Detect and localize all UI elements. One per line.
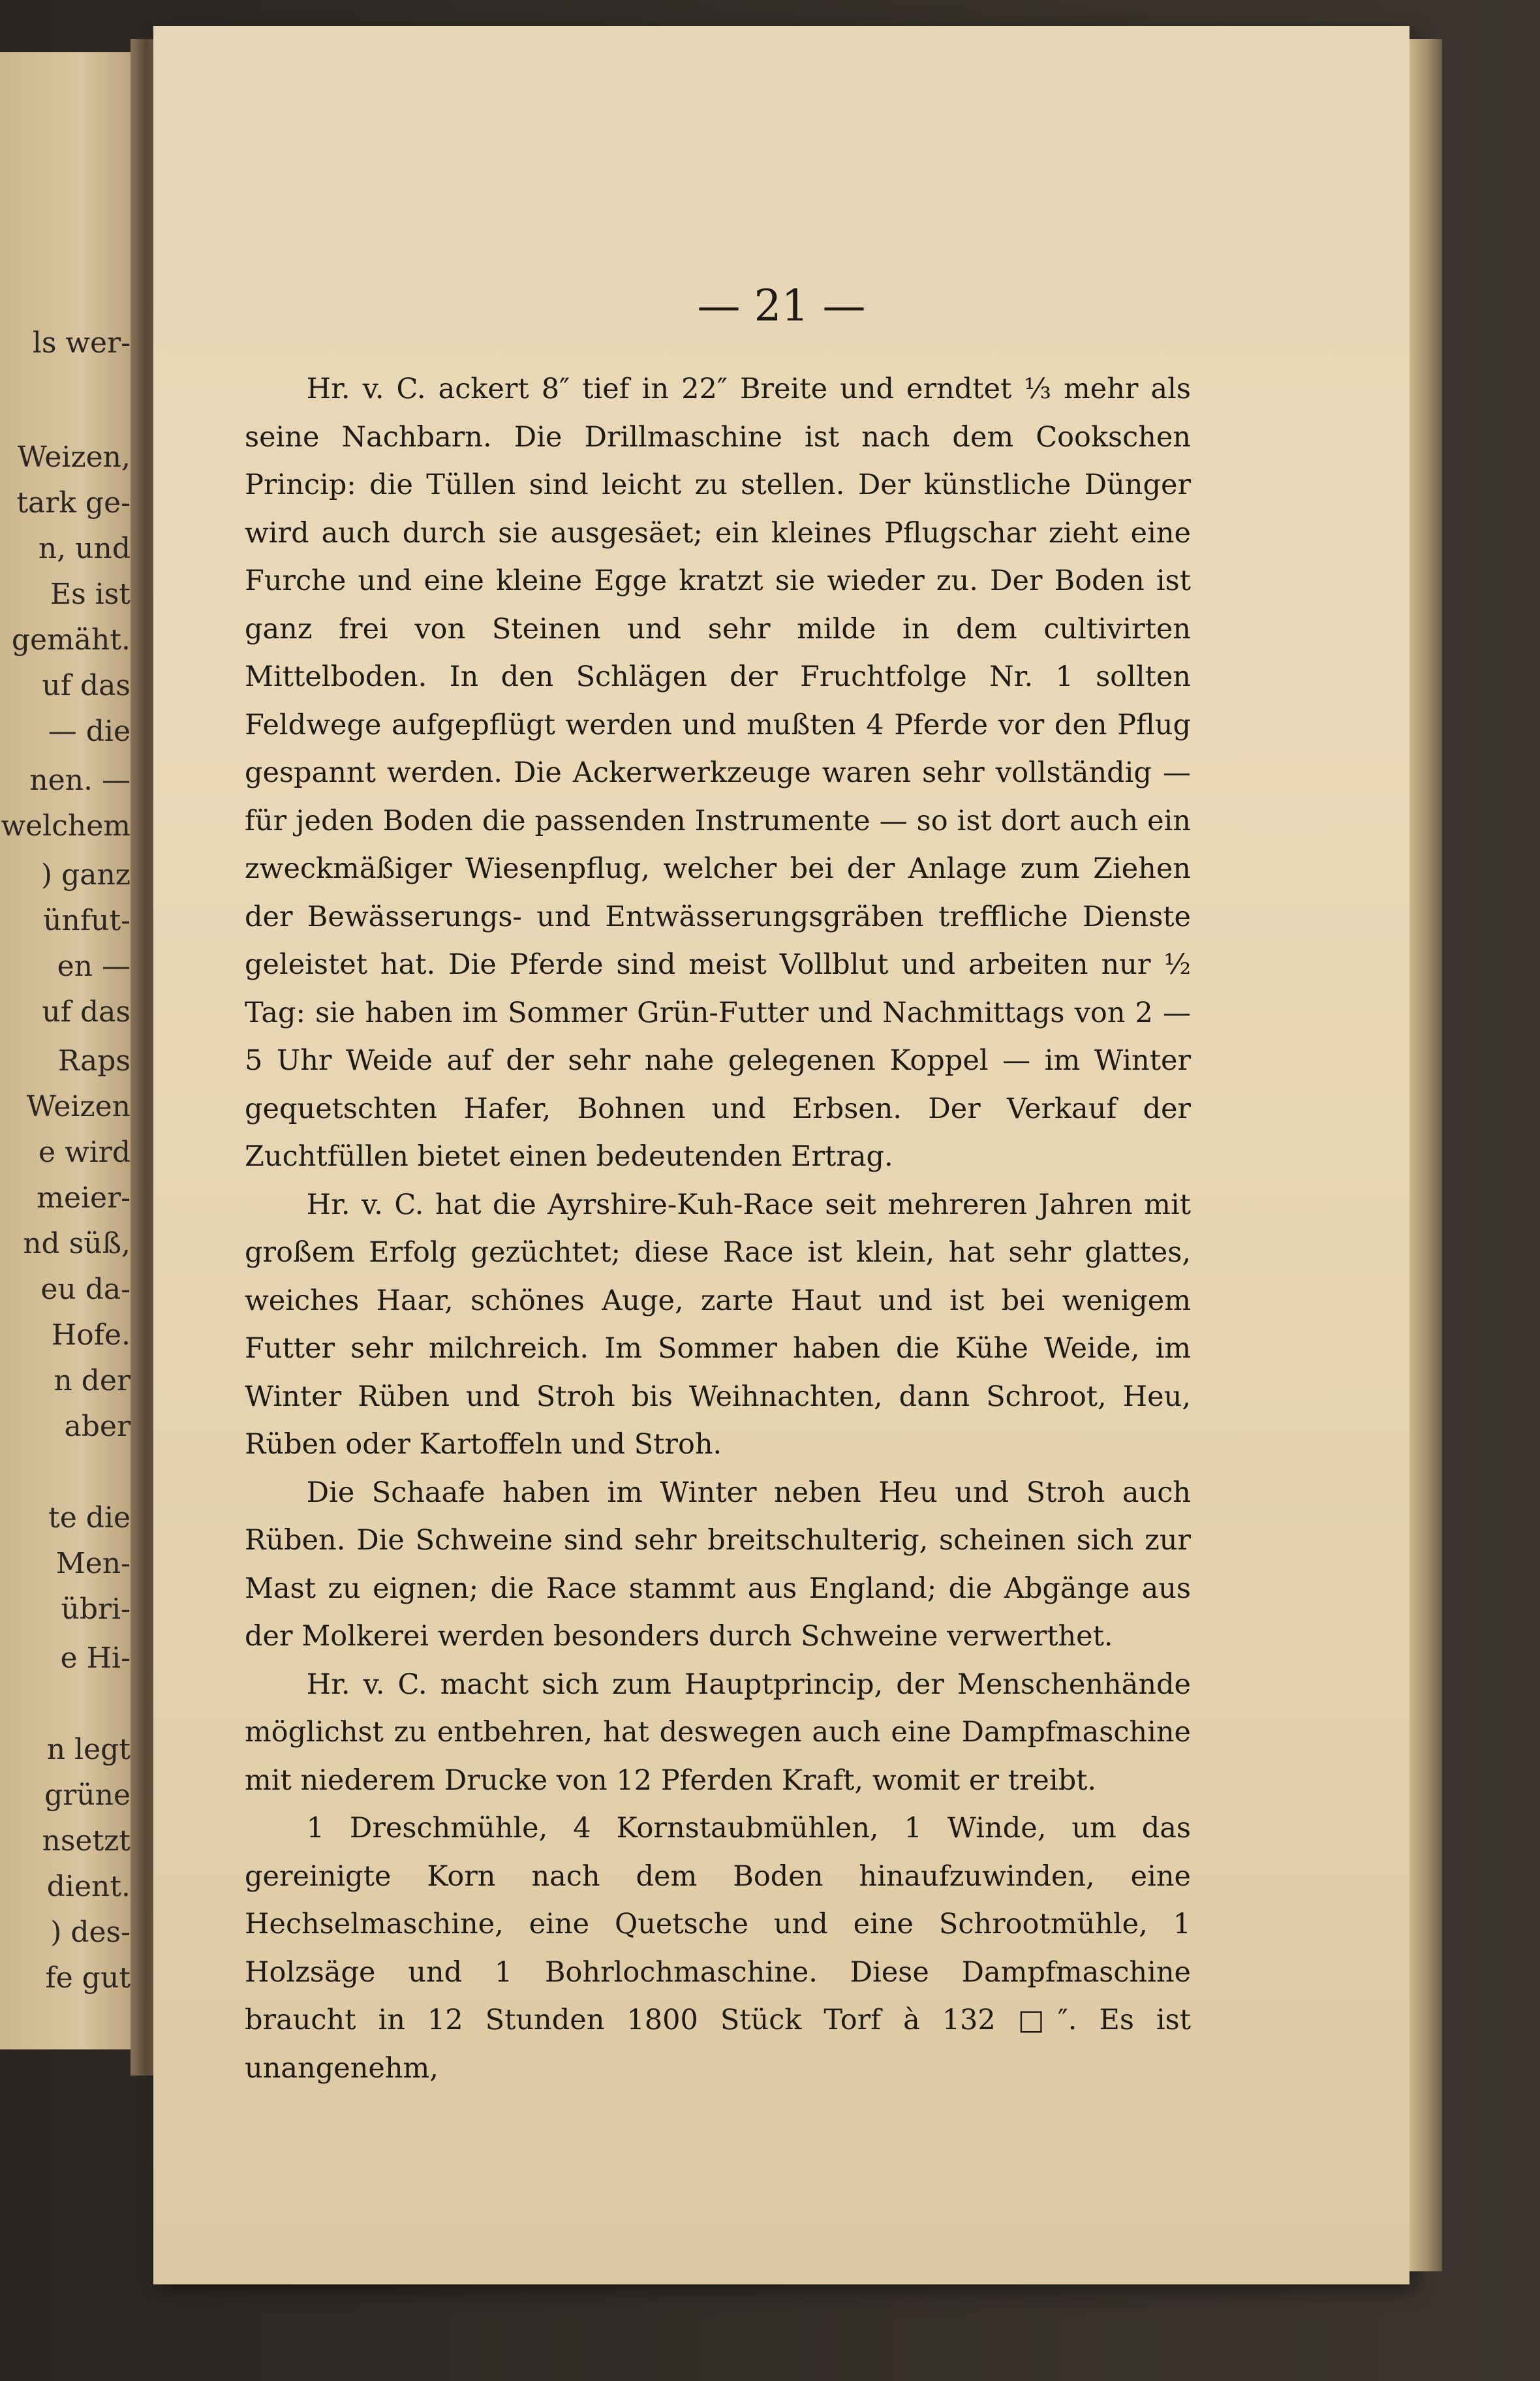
- left-page-line: n, und: [38, 532, 131, 565]
- left-page-line: uf das: [42, 669, 131, 702]
- left-page-line: fe gut: [45, 1961, 131, 1995]
- left-page-line: nsetzt: [42, 1824, 131, 1858]
- left-page-line: Es ist: [50, 578, 131, 611]
- left-page-line: grüne: [44, 1779, 131, 1812]
- left-page-line: Weizen: [26, 1090, 131, 1123]
- left-page-line: Hofe.: [51, 1318, 131, 1352]
- left-page-line: tark ge-: [16, 486, 131, 520]
- left-page-line: uf das: [42, 995, 131, 1029]
- left-page-line: dient.: [46, 1870, 131, 1903]
- left-page-line: nen. —: [29, 764, 131, 797]
- left-page-line: ls wer-: [32, 326, 131, 360]
- left-page-line: Raps: [57, 1044, 131, 1078]
- left-page-line: — die: [48, 715, 131, 748]
- left-page-line: Men-: [55, 1547, 131, 1580]
- left-page-line: ) ganz: [40, 858, 131, 892]
- left-page-line: übri-: [61, 1593, 131, 1626]
- left-page-line: ünfut-: [43, 904, 131, 937]
- paragraph-4: Hr. v. C. macht sich zum Hauptprincip, der Menschenhände möglichst zu entbehren, hat deswegen auch eine Dampfmaschine mit niederem Drucke von 12 Pferden Kraft, womit er treibt.: [245, 1668, 1191, 1797]
- left-page-line: welchem: [1, 809, 131, 843]
- left-page-line: e wird: [38, 1136, 131, 1169]
- left-page-fragment: [0, 52, 137, 2049]
- left-page-line: eu da-: [40, 1273, 131, 1306]
- left-page-line: gemäht.: [11, 623, 131, 657]
- page-edge: [1409, 39, 1442, 2271]
- left-page-line: ) des-: [50, 1916, 131, 1949]
- left-page-line: meier-: [37, 1181, 131, 1215]
- paragraph-3: Die Schaafe haben im Winter neben Heu und Stroh auch Rüben. Die Schweine sind sehr breitschulterig, scheinen sich zur Mast zu eignen; die Race stammt aus England; die Abgänge aus der Molkerei werden besonders durch Schweine verwerthet.: [245, 1476, 1191, 1653]
- left-page-line: e Hi-: [60, 1642, 131, 1675]
- left-page-line: en —: [57, 950, 131, 983]
- page-body: [245, 366, 1191, 2093]
- left-page-line: te die: [48, 1501, 131, 1534]
- paragraph-1: Hr. v. C. ackert 8″ tief in 22″ Breite und erndtet ⅓ mehr als seine Nachbarn. Die Drillmaschine ist nach dem Cookschen Princip: die Tüllen sind leicht zu stellen. Der künstliche Dünger wird auch durch sie ausgesäet; ein kleines Pflugschar zieht eine Furche und eine kleine Egge kratzt sie wieder zu. Der Boden ist ganz frei von Steinen und sehr milde in dem cultivirten Mittelboden. In den Schlägen der Fruchtfolge Nr. 1 sollten Feldwege aufgepflügt werden und mußten 4 Pferde vor den Pflug gespannt werden. Die Ackerwerkzeuge waren sehr vollständig — für jeden Boden die passenden Instrumente — so ist dort auch ein zweckmäßiger Wiesenpflug, welcher bei der Anlage zum Ziehen der Bewässerungs- und Entwässerungsgräben treffliche Dienste geleistet hat. Die Pferde sind meist Vollblut und arbeiten nur ½ Tag: sie haben im Sommer Grün-Futter und Nachmittags von 2 — 5 Uhr Weide auf der sehr nahe gelegenen Koppel — im Winter gequetschten Hafer, Bohnen und Erbsen. Der Verkauf der Zuchtfüllen bietet einen bedeutenden Ertrag.: [245, 373, 1191, 1173]
- left-page-line: n der: [54, 1364, 131, 1397]
- left-page-line: nd süß,: [23, 1227, 131, 1260]
- paragraph-2: Hr. v. C. hat die Ayrshire-Kuh-Race seit mehreren Jahren mit großem Erfolg gezüchtet; diese Race ist klein, hat sehr glattes, weiches Haar, schönes Auge, zarte Haut und ist bei wenigem Futter sehr milchreich. Im Sommer haben die Kühe Weide, im Winter Rüben und Stroh bis Weihnachten, dann Schroot, Heu, Rüben oder Kartoffeln und Stroh.: [245, 1188, 1191, 1461]
- left-page-line: Weizen,: [17, 441, 131, 474]
- left-page-line: aber: [64, 1410, 131, 1443]
- left-page-line: n legt: [46, 1733, 131, 1766]
- page-number: — 21 —: [697, 281, 866, 331]
- paragraph-5: 1 Dreschmühle, 4 Kornstaubmühlen, 1 Winde, um das gereinigte Korn nach dem Boden hinaufzuwinden, eine Hechselmaschine, eine Quetsche und eine Schrootmühle, 1 Holzsäge und 1 Bohrlochmaschine. Diese Dampfmaschine braucht in 12 Stunden 1800 Stück Torf à 132 □″. Es ist unangenehm,: [245, 1812, 1191, 2085]
